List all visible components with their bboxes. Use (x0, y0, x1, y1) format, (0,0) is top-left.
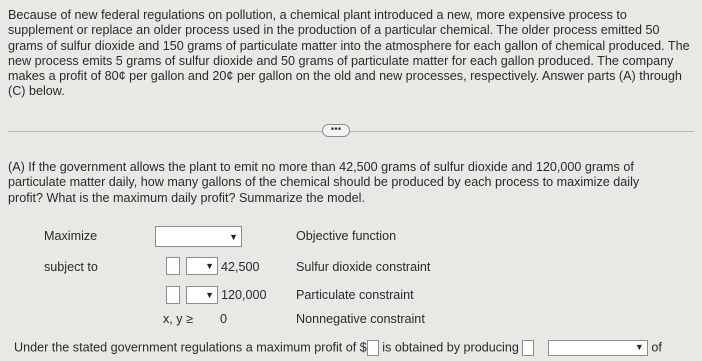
nonnegative-constraint-desc: Nonnegative constraint (296, 312, 425, 326)
max-profit-input[interactable] (367, 340, 379, 356)
section-divider (8, 131, 694, 132)
chevron-down-icon: ▼ (205, 261, 214, 271)
sulfur-constraint-desc: Sulfur dioxide constraint (296, 260, 431, 274)
gallons-input[interactable] (522, 340, 534, 356)
nonnegative-lhs: x, y ≥ (163, 312, 194, 326)
chevron-down-icon: ▼ (634, 342, 644, 352)
sulfur-inequality-dropdown[interactable] (186, 257, 218, 275)
sulfur-rhs-value: 42,500 (221, 260, 260, 274)
particulate-constraint-desc: Particulate constraint (296, 288, 414, 302)
part-a-question: (A) If the government allows the plant to emit no more than 42,500 grams of sulfur dioxide and 120,000 grams of particulate matter daily, how many gallons of the chemical should be produced by each process to maximize daily profit? What is the maximum daily profit? Summarize the model. (8, 160, 640, 205)
maximize-label: Maximize (44, 229, 98, 243)
particulate-rhs-value: 120,000 (221, 288, 267, 302)
summary-text-1: Under the stated government regulations a maximum profit of $ (14, 340, 367, 355)
chevron-down-icon: ▼ (205, 290, 214, 300)
chevron-down-icon: ▼ (229, 231, 238, 242)
problem-intro: Because of new federal regulations on pollution, a chemical plant introduced a new, more expensive process to supplement or replace an older process used in the production of a particular chemical. The older process emitted 50 grams of sulfur dioxide and 150 grams of particulate matter into the atmosphere for each gallon of chemical produced. The new process emits 5 grams of sulfur dioxide and 50 grams of particulate matter for each gallon produced. The company makes a profit of 80¢ per gallon and 20¢ per gallon on the old and new processes, respectively. Answer parts (A) through (C) below. (8, 8, 690, 99)
nonnegative-rhs: 0 (220, 312, 228, 326)
process-dropdown[interactable] (548, 340, 648, 356)
summary-text-2: is obtained by producing (378, 340, 523, 355)
particulate-lhs-input[interactable] (166, 286, 180, 304)
subject-to-label: subject to (44, 260, 98, 274)
sulfur-lhs-input[interactable] (166, 257, 180, 275)
objective-function-dropdown[interactable] (155, 226, 242, 247)
expand-more-button[interactable]: ••• (322, 124, 350, 137)
particulate-inequality-dropdown[interactable] (186, 286, 218, 304)
summary-sentence (14, 340, 662, 356)
objective-function-desc: Objective function (296, 229, 397, 243)
summary-text-3: of (647, 340, 662, 355)
